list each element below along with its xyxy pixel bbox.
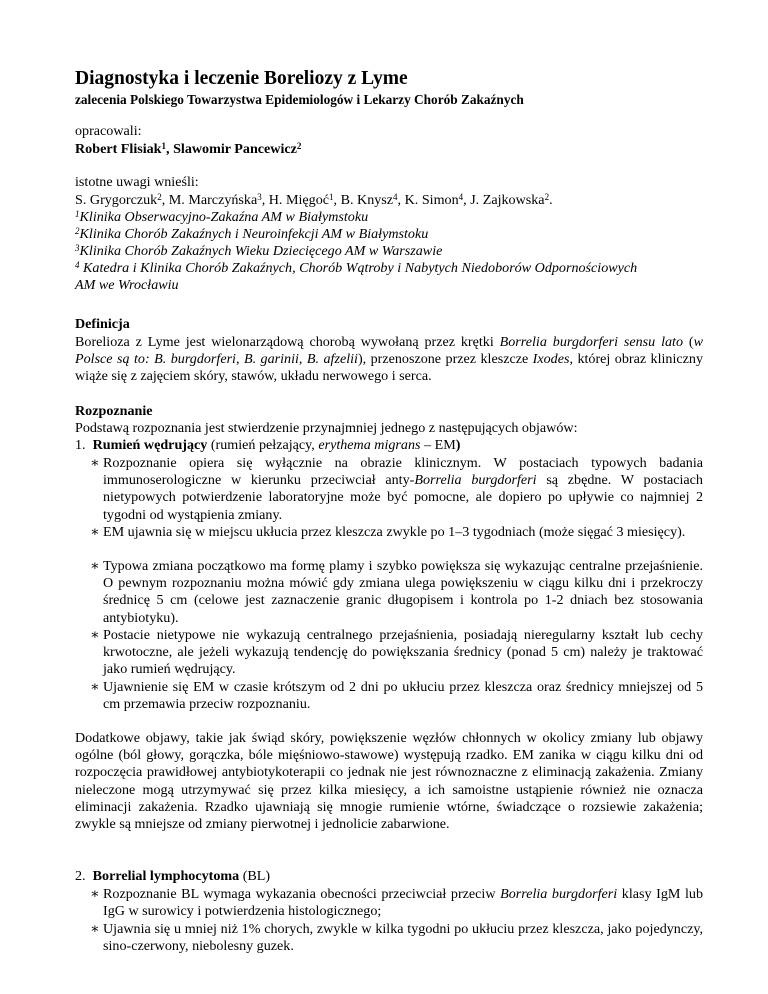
- definition-heading: Definicja: [75, 316, 130, 332]
- text-run: ), przenoszone przez kleszcze: [357, 351, 533, 368]
- bullet-item: [90, 679, 703, 713]
- author-name: Robert Flisiak: [75, 141, 162, 157]
- affiliation-sup: 2: [544, 192, 550, 202]
- affiliation-text: Katedra i Klinika Chorób Zakaźnych, Chorób Wątroby i Nabytych Niedoborów Odpornościowych: [79, 260, 638, 276]
- text-run: Borelioza z Lyme jest wielonarządową chorobą wywołaną przez krętki: [75, 334, 500, 350]
- text-run: Rozpoznanie opiera się wyłącznie na obrazie klinicznym. W postaciach typowych badania immunoserologiczne w kierunku przeciwciał anty-: [103, 455, 703, 489]
- affiliation-sup: 2: [296, 141, 302, 151]
- text-run: Rozpoznanie BL wymaga wykazania obecności przeciwciał przeciw: [103, 886, 501, 902]
- text-run: (rumień pełzający,: [207, 437, 319, 453]
- reviewer-name: , B. Knysz: [333, 192, 394, 208]
- affiliation-text: Klinika Obserwacyjno-Zakaźna AM w Białymstoku: [79, 209, 369, 225]
- text-run: Typowa zmiana początkowo ma formę plamy i szybko powiększa się wykazując centralne przejaśnienie. O pewnym rozpoznaniu można mówić gdy zmiana ulega powiększeniu w ciągu kilku dni i przekroczy średnicę 5 cm (celowe jest zaznaczenie granic długopisem i kontrola po 1-2 dniach bez stosowania antybiotyku).: [103, 558, 703, 626]
- italic-run: Borrelia burgdorferi: [500, 886, 618, 902]
- bullet-item: [90, 921, 703, 955]
- bullet-item: [90, 886, 704, 920]
- list-item-1: [75, 437, 460, 454]
- affiliation-sup: 4: [393, 192, 398, 202]
- italic-run: Ixodes: [532, 351, 570, 368]
- item-title: Rumień wędrujący: [92, 437, 208, 453]
- item-number: 1.: [75, 437, 86, 453]
- text-run: ): [455, 437, 461, 453]
- affiliation-1: [75, 209, 368, 227]
- affiliation-sup: 2: [75, 226, 80, 236]
- bullet-icon: ∗: [90, 524, 100, 540]
- authors-line: [75, 141, 301, 159]
- text-run: klasy IgM lub IgG w surowicy i potwierdzenia histologicznego;: [103, 886, 704, 920]
- text-run: Ujawnienie się EM w czasie krótszym od 2 dni po ukłuciu przez kleszcza oraz średnicy mniejszej od 5 cm przemawia przeciw rozpoznaniu.: [103, 679, 703, 713]
- affiliation-sup: 2: [157, 192, 162, 202]
- italic-run: w Polsce są to: B. burgdorferi, B. garinii, B. afzelii: [75, 334, 704, 368]
- bullet-icon: ∗: [90, 627, 100, 643]
- text-run: (BL): [239, 868, 271, 884]
- diagnosis-heading: Rozpoznanie: [75, 403, 153, 419]
- affiliation-4-cont: [75, 277, 179, 295]
- bullet-icon: ∗: [90, 921, 100, 937]
- item-title: Borrelial lymphocytoma: [92, 868, 240, 884]
- text-run: są zbędne. W postaciach nietypowych potwierdzenie laboratoryjne może być pomocne, ale dopiero po upływie co najmniej 2 tygodni od wystąpienia zmiany.: [103, 472, 703, 523]
- list-item-2: [75, 868, 270, 885]
- reviewer-name: , H. Mięgoć: [261, 192, 330, 208]
- text-run: Ujawnia się u mniej niż 1% chorych, zwykle w kilka tygodni po ukłuciu przez kleszcza, jako pojedynczy, sino-czerwony, niebolesny guzek.: [103, 921, 703, 955]
- reviewer-name: , M. Marczyńska: [161, 192, 258, 208]
- text-run: EM ujawnia się w miejscu ukłucia przez kleszcza zwykle po 1–3 tygodniach (może sięgać 3 miesięcy).: [103, 524, 686, 540]
- bullet-item: [90, 524, 703, 541]
- italic-run: Borrelia burgdorferi: [414, 472, 537, 489]
- reviewers-label: istotne uwagi wnieśli:: [75, 174, 199, 190]
- affiliation-sup: 1: [329, 192, 334, 202]
- bullet-item: [90, 627, 703, 679]
- affiliation-sup: 1: [161, 141, 167, 151]
- definition-paragraph: [75, 334, 703, 386]
- document-title: Diagnostyka i leczenie Boreliozy z Lyme: [75, 68, 408, 89]
- text-run: , której obraz kliniczny wiąże się z zajęciem skóry, stawów, układu nerwowego i serca.: [75, 351, 703, 385]
- reviewer-name: , K. Simon: [397, 192, 459, 208]
- affiliation-sup: 1: [75, 209, 80, 219]
- diagnosis-intro: Podstawą rozpoznania jest stwierdzenie przynajmniej jednego z następujących objawów:: [75, 420, 578, 436]
- bullet-icon: ∗: [90, 886, 100, 902]
- affiliation-text: Klinika Chorób Zakaźnych Wieku Dziecięcego AM w Warszawie: [79, 243, 443, 259]
- text-run: – EM: [420, 437, 456, 453]
- affiliation-sup: 4: [75, 260, 80, 270]
- item-number: 2.: [75, 868, 86, 884]
- text-run: Postacie nietypowe nie wykazują centralnego przejaśnienia, posiadają nieregularny kształt lub cechy krwotoczne, ale jeżeli wykazują tendencję do powiększania średnicy (ponad 5 cm) należy je traktować jako rumień wędrujący.: [103, 627, 703, 678]
- italic-run: Borrelia burgdorferi sensu lato: [499, 334, 684, 350]
- affiliation-text: Klinika Chorób Zakaźnych i Neuroinfekcji AM w Białymstoku: [79, 226, 429, 242]
- affiliation-4: [75, 260, 637, 278]
- italic-run: erythema migrans: [318, 437, 421, 453]
- author-name: Slawomir Pancewicz: [173, 141, 297, 157]
- affiliation-3: [75, 243, 442, 261]
- prepared-label: opracowali:: [75, 123, 142, 139]
- affiliation-sup: 3: [257, 192, 262, 202]
- affiliation-2: [75, 226, 428, 244]
- bullet-icon: ∗: [90, 558, 100, 574]
- document-subtitle: zalecenia Polskiego Towarzystwa Epidemiologów i Lekarzy Chorób Zakaźnych: [75, 92, 524, 107]
- bullet-item: [90, 558, 703, 627]
- affiliation-text: AM we Wrocławiu: [75, 277, 179, 293]
- text-run: (: [683, 334, 694, 350]
- separator: ,: [166, 141, 174, 157]
- reviewers-line: [75, 192, 553, 210]
- additional-symptoms-paragraph: Dodatkowe objawy, takie jak świąd skóry, powiększenie węzłów chłonnych w okolicy zmiany lub objawy ogólne (ból głowy, gorączka, bóle mięśniowo-stawowe) występują rzadko. EM zanika w ciągu kilku dni od rozpoczęcia prawidłowej antybiotykoterapii co jednak nie jest równoznaczne z eliminacją zakażenia. Zmiany nieleczone mogą utrzymywać się przez kilka miesięcy, a ich samoistne ustąpienie również nie oznacza eliminacji zakażenia. Rzadko ujawniają się mnogie rumienie wtórne, świadczące o rozsiewie zakażenia; zwykle są mniejsze od zmiany pierwotnej i jednolicie zabarwione.: [75, 730, 703, 833]
- reviewer-name: S. Grygorczuk: [75, 192, 158, 208]
- reviewer-name: , J. Zajkowska: [463, 192, 545, 208]
- affiliation-sup: 3: [75, 243, 80, 253]
- period: .: [549, 192, 553, 208]
- bullet-icon: ∗: [90, 679, 100, 695]
- bullet-item: [90, 455, 703, 524]
- bullet-icon: ∗: [90, 455, 100, 471]
- affiliation-sup: 4: [458, 192, 464, 202]
